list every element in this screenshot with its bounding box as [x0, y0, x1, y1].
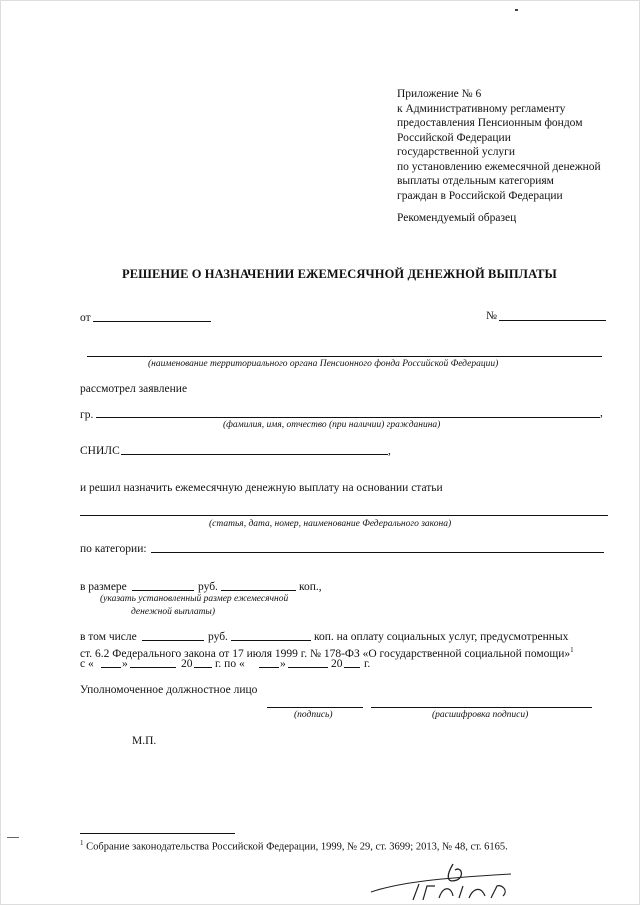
appendix-line: по установлению ежемесячной денежной: [397, 160, 601, 173]
decided-label: и решил назначить ежемесячную денежную выплату на основании статьи: [80, 482, 443, 494]
period-year1-field[interactable]: [194, 667, 212, 668]
signature-caption: (подпись): [294, 710, 333, 720]
amount-kop-field[interactable]: [221, 590, 296, 591]
amount-rub-label: руб.: [198, 581, 218, 593]
official-label: Уполномоченное должностное лицо: [80, 684, 258, 696]
date-field[interactable]: [93, 321, 211, 322]
appendix-line: Приложение № 6: [397, 88, 482, 100]
appendix-line: Российской Федерации: [397, 131, 511, 144]
footnote-separator: [80, 833, 235, 834]
stamp-label: М.П.: [132, 735, 157, 747]
period-year2-field[interactable]: [344, 667, 360, 668]
period-month1-field[interactable]: [130, 667, 176, 668]
appendix-line: к Административному регламенту: [397, 102, 566, 115]
footnote-number: 1: [80, 839, 84, 847]
incl-suffix: коп. на оплату социальных услуг, предусмотренных: [314, 631, 569, 643]
law-reference-line: [80, 644, 574, 661]
citizen-label: гр.: [80, 409, 94, 421]
incl-rub-field[interactable]: [142, 640, 204, 641]
amount-label: в размере: [80, 581, 127, 593]
signature-field[interactable]: [267, 707, 363, 708]
appendix-block: [397, 87, 601, 203]
amount-caption-2: денежной выплаты): [131, 607, 216, 617]
law-caption: (статья, дата, номер, наименование Федерального закона): [209, 519, 452, 529]
footnote-text: Собрание законодательства Российской Федерации, 1999, № 29, ст. 3699; 2013, № 48, ст. 6165.: [86, 841, 508, 853]
law-field[interactable]: [80, 515, 608, 516]
incl-label: в том числе: [80, 631, 137, 643]
number-label: №: [486, 310, 497, 322]
footnote-mark: 1: [570, 646, 574, 654]
amount-kop-label: коп.,: [299, 581, 322, 593]
appendix-line: предоставления Пенсионным фондом: [397, 117, 583, 129]
footnote: [80, 839, 508, 853]
period-quote1: »: [122, 658, 128, 670]
period-year2-label: 20: [331, 658, 343, 670]
citizen-comma: ,: [600, 407, 603, 419]
amount-rub-field[interactable]: [132, 590, 194, 591]
category-label: по категории:: [80, 543, 147, 555]
category-field[interactable]: [151, 552, 604, 553]
fio-caption: (фамилия, имя, отчество (при наличии) гражданина): [223, 420, 441, 430]
scan-mark-top: [515, 9, 518, 11]
handwritten-signature: [361, 856, 531, 904]
period-day1-field[interactable]: [101, 667, 121, 668]
number-field[interactable]: [499, 320, 606, 321]
period-year1-label: 20: [181, 658, 193, 670]
appendix-line: государственной услуги: [397, 146, 516, 158]
period-end-label: г.: [364, 658, 371, 670]
period-mid-label: г. по «: [215, 658, 245, 670]
snils-label: СНИЛС: [80, 445, 120, 457]
scan-mark-left: [7, 837, 19, 838]
incl-rub-label: руб.: [208, 631, 228, 643]
organ-name-field[interactable]: [87, 356, 602, 357]
appendix-line: выплаты отдельным категориям: [397, 175, 554, 187]
document-title: РЕШЕНИЕ О НАЗНАЧЕНИИ ЕЖЕМЕСЯЧНОЙ ДЕНЕЖНОЙ ВЫПЛАТЫ: [122, 267, 557, 281]
from-label: от: [80, 312, 91, 324]
snils-field[interactable]: [121, 454, 388, 455]
appendix-line: граждан в Российской Федерации: [397, 189, 563, 202]
period-from-label: с «: [80, 658, 94, 670]
signature-decode-field[interactable]: [371, 707, 592, 708]
amount-caption-1: (указать установленный размер ежемесячной: [100, 594, 289, 604]
law-reference-text: ст. 6.2 Федерального закона от 17 июля 1999 г. № 178-ФЗ «О государственной социальной помощи»: [80, 647, 571, 660]
sample-note: Рекомендуемый образец: [397, 212, 517, 224]
signature-decode-caption: (расшифровка подписи): [432, 710, 529, 720]
reviewed-label: рассмотрел заявление: [80, 383, 188, 395]
organ-caption: (наименование территориального органа Пенсионного фонда Российской Федерации): [148, 359, 499, 369]
snils-comma: ,: [388, 445, 391, 457]
incl-kop-field[interactable]: [231, 640, 311, 641]
citizen-fio-field[interactable]: [96, 417, 600, 418]
period-day2-field[interactable]: [259, 667, 279, 668]
period-quote2: »: [280, 658, 286, 670]
period-month2-field[interactable]: [288, 667, 328, 668]
